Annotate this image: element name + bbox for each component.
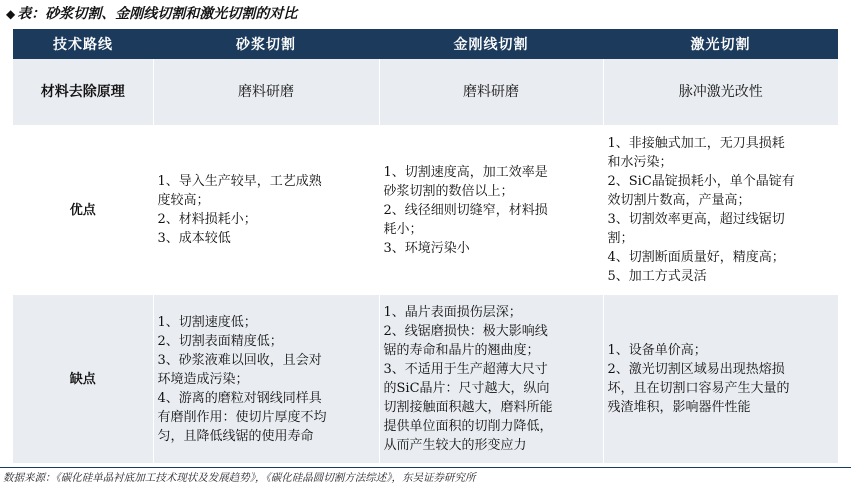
text-line: 2、线锯磨损快：极大影响线 (383, 324, 548, 339)
text-line: 3、环境污染小 (383, 240, 470, 256)
disadvantages-diamond-wire (379, 295, 603, 463)
text-line: 切割接触面积越大，磨料所能 (383, 400, 553, 415)
header-slurry: 砂浆切割 (153, 29, 379, 59)
text-line: 2、激光切割区域易出现热熔损 (607, 362, 785, 377)
text-line: 砂浆切割的数倍以上； (383, 183, 514, 199)
text-line: 和水污染； (607, 155, 673, 170)
row-label-principle: 材料去除原理 (13, 59, 153, 125)
text-line: 4、游离的磨粒对钢线同样具 (157, 390, 322, 406)
text-line: 割； (607, 231, 634, 246)
row-label-advantages: 优点 (13, 125, 153, 295)
text-line: 坏，且在切割口容易产生大量的 (607, 381, 790, 396)
text-line: 残渣堆积，影响器件性能 (607, 400, 751, 415)
text-line: 有磨削作用：使切片厚度不均 (157, 409, 327, 425)
text-line: 耗小； (383, 221, 423, 237)
text-line: 匀，且降低线锯的使用寿命 (157, 428, 314, 444)
principle-laser: 脉冲激光改性 (603, 59, 838, 125)
text-line: 1、切割速度高，加工效率是 (383, 164, 548, 180)
text-line: 1、设备单价高； (607, 343, 707, 358)
comparison-table (13, 29, 838, 463)
header-tech-route: 技术路线 (13, 29, 153, 59)
diamond-bullet-icon: ◆ (6, 7, 16, 21)
text-line: 效切割片数高，产量高； (607, 193, 751, 208)
advantages-laser (603, 125, 838, 295)
text-line: 提供单位面积的切削力降低， (383, 419, 553, 434)
principle-slurry: 磨料研磨 (153, 59, 379, 125)
text-line: 2、SiC晶锭损耗小，单个晶锭有 (607, 174, 795, 189)
text-line: 1、切割速度低； (157, 314, 257, 330)
principle-diamond-wire: 磨料研磨 (379, 59, 603, 125)
text-line: 3、砂浆液难以回收，且会对 (157, 352, 322, 368)
text-line: 2、材料损耗小； (157, 212, 257, 227)
row-principle (13, 59, 838, 125)
text-line: 1、导入生产较早，工艺成熟 (157, 174, 322, 189)
disadvantages-slurry (153, 295, 379, 463)
disadvantages-laser (603, 295, 838, 463)
advantages-diamond-wire (379, 125, 603, 295)
row-advantages (13, 125, 838, 295)
source-note: 数据来源：《碳化硅单晶衬底加工技术现状及发展趋势》，《碳化硅晶圆切割方法综述》，东吴证券研究所 (3, 472, 476, 484)
text-line: 3、不适用于生产超薄大尺寸 (383, 362, 548, 377)
text-line: 5、加工方式灵活 (607, 269, 707, 284)
text-line: 环境造成污染； (157, 371, 249, 387)
text-line: 4、切割断面质量好，精度高； (607, 250, 785, 265)
row-disadvantages (13, 295, 838, 463)
caption-text: 表：砂浆切割、金刚线切割和激光切割的对比 (17, 6, 298, 22)
text-line: 度较高； (157, 193, 210, 208)
advantages-slurry (153, 125, 379, 295)
text-line: 1、晶片表面损伤层深； (383, 305, 522, 320)
header-diamond-wire: 金刚线切割 (379, 29, 603, 59)
text-line: 锯的寿命和晶片的翘曲度； (383, 343, 540, 358)
text-line: 从而产生较大的形变应力 (383, 438, 527, 453)
header-laser: 激光切割 (603, 29, 838, 59)
text-line: 3、切割效率更高，超过线锯切 (607, 212, 785, 227)
text-line: 2、线径细则切缝窄，材料损 (383, 202, 548, 218)
text-line: 1、非接触式加工，无刀具损耗 (607, 136, 785, 151)
text-line: 2、切割表面精度低； (157, 333, 283, 349)
row-label-disadvantages: 缺点 (13, 295, 153, 463)
text-line: 的SiC晶片：尺寸越大，纵向 (383, 381, 550, 396)
text-line: 3、成本较低 (157, 231, 231, 246)
source-divider (0, 467, 851, 468)
table-caption (6, 3, 297, 25)
header-row (13, 29, 838, 59)
